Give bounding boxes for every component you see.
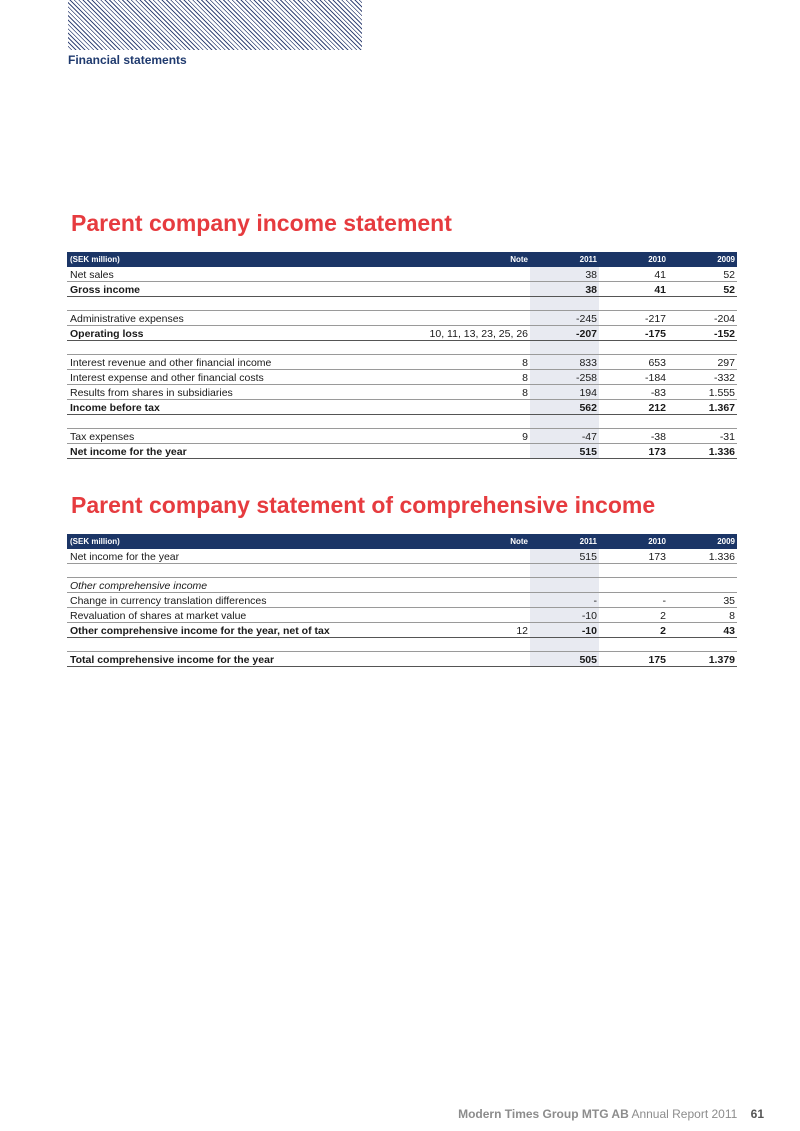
value-2011: 38 (530, 267, 599, 282)
value-2009: 1.555 (668, 385, 737, 400)
footer-company: Modern Times Group MTG AB (458, 1107, 629, 1121)
value-2010: -175 (599, 326, 668, 341)
table-row (67, 355, 737, 370)
table-row (67, 370, 737, 385)
value-2011: -47 (530, 429, 599, 444)
value-2011: - (530, 593, 599, 608)
value-2010 (599, 578, 668, 593)
value-2009: -31 (668, 429, 737, 444)
spacer-row (67, 341, 737, 355)
value-2009: 52 (668, 282, 737, 297)
row-note (357, 608, 530, 623)
table-row-subheading (67, 578, 737, 593)
value-2011: -10 (530, 623, 599, 638)
table-row (67, 429, 737, 444)
row-label: Change in currency translation differences (67, 593, 357, 608)
row-label: Operating loss (67, 326, 357, 341)
value-2010: - (599, 593, 668, 608)
value-2009: 35 (668, 593, 737, 608)
income-statement-title: Parent company income statement (71, 210, 452, 236)
row-note: 8 (357, 370, 530, 385)
row-label: Gross income (67, 282, 357, 297)
value-2009: 8 (668, 608, 737, 623)
row-note (357, 311, 530, 326)
row-label: Interest expense and other financial costs (67, 370, 357, 385)
table-row (67, 311, 737, 326)
value-2011 (530, 578, 599, 593)
row-label: Income before tax (67, 400, 357, 415)
comprehensive-income-title: Parent company statement of comprehensive income (71, 492, 656, 518)
table-header-row (67, 534, 737, 549)
row-note: 10, 11, 13, 23, 25, 26 (357, 326, 530, 341)
page-number: 61 (750, 1107, 764, 1121)
spacer-row (67, 415, 737, 429)
value-2010: 41 (599, 267, 668, 282)
column-header-2009: 2009 (668, 534, 737, 549)
footer-report: Annual Report 2011 (631, 1107, 738, 1121)
row-note: 9 (357, 429, 530, 444)
table-row-total (67, 444, 737, 459)
value-2009: 297 (668, 355, 737, 370)
value-2011: 515 (530, 444, 599, 459)
table-row-total (67, 623, 737, 638)
row-note (357, 444, 530, 459)
section-label: Financial statements (68, 53, 187, 67)
table-row-total (67, 326, 737, 341)
column-header-2011: 2011 (530, 252, 599, 267)
value-2010: 2 (599, 608, 668, 623)
column-header-label: (SEK million) (67, 252, 357, 267)
row-note: 8 (357, 385, 530, 400)
table-row (67, 385, 737, 400)
value-2011: 38 (530, 282, 599, 297)
row-note (357, 267, 530, 282)
row-label: Net income for the year (67, 549, 357, 564)
row-note (357, 578, 530, 593)
value-2011: -10 (530, 608, 599, 623)
comprehensive-income-table (67, 534, 737, 667)
value-2009 (668, 578, 737, 593)
row-label: Other comprehensive income for the year, net of tax (67, 623, 357, 638)
value-2010: -184 (599, 370, 668, 385)
value-2009: -152 (668, 326, 737, 341)
row-note: 8 (357, 355, 530, 370)
row-note (357, 282, 530, 297)
value-2011: -207 (530, 326, 599, 341)
value-2011: 194 (530, 385, 599, 400)
column-header-label: (SEK million) (67, 534, 357, 549)
value-2010: 41 (599, 282, 668, 297)
row-label: Revaluation of shares at market value (67, 608, 357, 623)
table-row (67, 593, 737, 608)
value-2009: 43 (668, 623, 737, 638)
row-note (357, 400, 530, 415)
row-label: Net income for the year (67, 444, 357, 459)
value-2010: 212 (599, 400, 668, 415)
table-header-row (67, 252, 737, 267)
page-footer (458, 1107, 764, 1121)
spacer-row (67, 297, 737, 311)
value-2009: 1.336 (668, 444, 737, 459)
table-row (67, 608, 737, 623)
value-2011: 505 (530, 652, 599, 667)
value-2010: 653 (599, 355, 668, 370)
value-2009: 1.379 (668, 652, 737, 667)
value-2009: 1.336 (668, 549, 737, 564)
column-header-2011: 2011 (530, 534, 599, 549)
row-label: Interest revenue and other financial income (67, 355, 357, 370)
table-row-total (67, 400, 737, 415)
row-label: Administrative expenses (67, 311, 357, 326)
column-header-2010: 2010 (599, 534, 668, 549)
value-2009: -332 (668, 370, 737, 385)
value-2009: 1.367 (668, 400, 737, 415)
value-2010: 173 (599, 444, 668, 459)
value-2011: 515 (530, 549, 599, 564)
row-note (357, 549, 530, 564)
row-note (357, 593, 530, 608)
value-2010: -83 (599, 385, 668, 400)
value-2011: 833 (530, 355, 599, 370)
column-header-note: Note (357, 534, 530, 549)
value-2011: -258 (530, 370, 599, 385)
table-row-total (67, 282, 737, 297)
table-row-total (67, 652, 737, 667)
value-2010: 2 (599, 623, 668, 638)
value-2011: 562 (530, 400, 599, 415)
table-row (67, 267, 737, 282)
value-2010: -217 (599, 311, 668, 326)
row-label: Net sales (67, 267, 357, 282)
column-header-note: Note (357, 252, 530, 267)
table-row (67, 549, 737, 564)
column-header-2010: 2010 (599, 252, 668, 267)
row-note (357, 652, 530, 667)
spacer-row (67, 638, 737, 652)
income-statement-table (67, 252, 737, 459)
header-hatch-pattern (68, 0, 362, 50)
row-note: 12 (357, 623, 530, 638)
column-header-2009: 2009 (668, 252, 737, 267)
value-2010: 175 (599, 652, 668, 667)
value-2009: -204 (668, 311, 737, 326)
value-2009: 52 (668, 267, 737, 282)
value-2010: 173 (599, 549, 668, 564)
value-2010: -38 (599, 429, 668, 444)
spacer-row (67, 564, 737, 578)
value-2011: -245 (530, 311, 599, 326)
row-label: Other comprehensive income (67, 578, 357, 593)
row-label: Results from shares in subsidiaries (67, 385, 357, 400)
row-label: Total comprehensive income for the year (67, 652, 357, 667)
row-label: Tax expenses (67, 429, 357, 444)
